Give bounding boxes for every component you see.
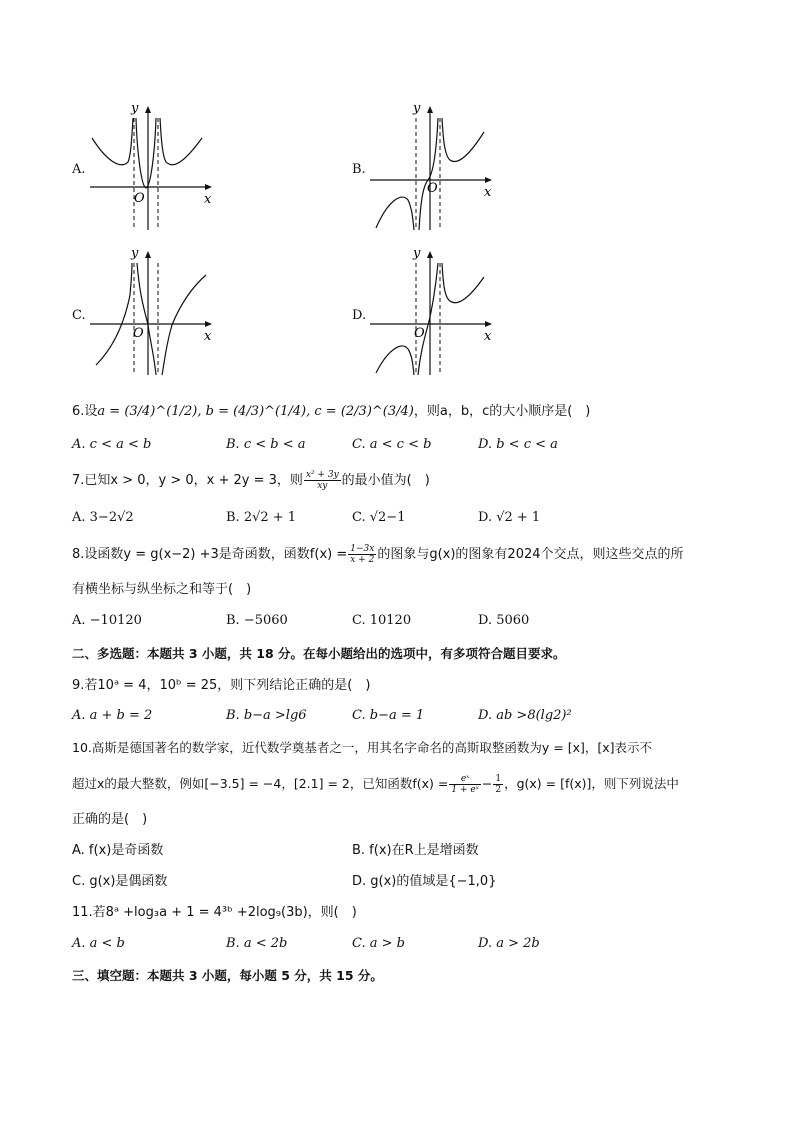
q10-frac-numerator: eˣ: [449, 774, 481, 785]
graph-a-x-label: x: [204, 192, 212, 207]
graph-b-origin: O: [427, 181, 438, 196]
graph-d-curve-right: [442, 263, 484, 303]
q10-line-2-prefix: 超过x的最大整数，例如[−3.5] = −4，[2.1] = 2，已知函数f(x) =: [72, 776, 449, 791]
q10-option-c: C. g(x)是偶函数: [72, 874, 168, 889]
graph-d-x-arrow: [485, 321, 492, 327]
q8-prefix: 8.设函数y = g(x−2) +3是奇函数，函数f(x) =: [72, 547, 348, 562]
graph-b-x-label: x: [484, 185, 492, 200]
q8-option-c: C. 10120: [352, 613, 412, 628]
q8-suffix: 的图象与g(x)的图象有2024个交点，则这些交点的所: [377, 547, 684, 562]
q8-line-2: 有横坐标与纵坐标之和等于( ): [72, 582, 252, 597]
graph-d-curve-middle: [418, 263, 438, 375]
section-2-heading: 二、多选题：本题共 3 小题，共 18 分。在每小题给出的选项中，有多项符合题目要求。: [72, 646, 566, 661]
graph-d-label: D.: [352, 308, 367, 323]
graph-b-y-arrow: [427, 106, 433, 113]
q6-suffix: ，则a，b，c的大小顺序是( ): [413, 404, 591, 419]
q7-frac-numerator: x² + 3y: [305, 470, 339, 480]
q9-option-b: B. b−a >lg6: [226, 708, 307, 723]
graph-a-origin: O: [134, 191, 145, 206]
q11-option-a: A. a < b: [72, 936, 125, 951]
graph-a-y-arrow: [145, 106, 151, 113]
q8-option-d: D. 5060: [478, 613, 530, 628]
q10-half-numerator: 1: [495, 774, 502, 784]
graph-b-curve-left: [376, 197, 414, 230]
question-9: 9.若10ᵃ = 4，10ᵇ = 25，则下列结论正确的是( ): [72, 678, 371, 693]
q9-option-c: C. b−a = 1: [352, 708, 425, 723]
q10-line-3: 正确的是( ): [72, 812, 148, 827]
graph-b-curve-right: [442, 118, 484, 162]
graph-c-x-arrow: [205, 321, 212, 327]
q8-option-b: B. −5060: [226, 613, 288, 628]
q7-suffix: 的最小值为( ): [341, 473, 430, 488]
q10-frac-denominator: 1 + eˣ: [451, 785, 479, 795]
q10-option-d: D. g(x)的值域是{−1,0}: [352, 874, 497, 889]
q6-option-b: B. c < b < a: [226, 437, 306, 452]
q7-option-d: D. √2 + 1: [478, 510, 541, 525]
q6-option-a: A. c < a < b: [72, 437, 152, 452]
q10-option-a: A. f(x)是奇函数: [72, 843, 164, 858]
q10-half-fraction: [493, 774, 503, 795]
q7-prefix: 7.已知x > 0，y > 0，x + 2y = 3，则: [72, 473, 303, 488]
graph-c-origin: O: [133, 326, 144, 341]
q6-prefix: 6.设: [72, 404, 98, 419]
q10-minus: −: [481, 776, 493, 791]
q6-c-expr: c = (2/3)^(3/4): [314, 404, 414, 419]
q6-b-expr: b = (4/3)^(1/4): [205, 404, 307, 419]
q8-frac-numerator: 1−3x: [350, 544, 375, 554]
q10-option-b: B. f(x)在R上是增函数: [352, 843, 479, 858]
q10-line-1: 10.高斯是德国著名的数学家，近代数学奠基者之一，用其名字命名的高斯取整函数为y = [x]，[x]表示不: [72, 740, 653, 755]
q6-a-expr: a = (3/4)^(1/2): [97, 404, 198, 419]
graph-a-label: A.: [72, 162, 86, 177]
question-8: [72, 544, 684, 565]
graph-d-origin: O: [414, 326, 425, 341]
q8-fraction: [348, 544, 376, 565]
q10-line-2: [72, 774, 679, 795]
graph-b-x-arrow: [485, 177, 492, 183]
graph-a-curve-right: [160, 118, 202, 165]
graph-b-y-label: y: [413, 101, 421, 116]
graph-c-curve-middle: [137, 263, 156, 375]
graph-b: [366, 100, 496, 235]
q7-frac-denominator: xy: [317, 481, 328, 491]
q7-option-c: C. √2−1: [352, 510, 406, 525]
graph-a: [86, 100, 216, 235]
question-7: [72, 470, 430, 491]
q6-option-c: C. a < c < b: [352, 437, 432, 452]
q9-option-d: D. ab >8(lg2)²: [478, 708, 572, 723]
graph-a-curve-middle: [136, 118, 156, 188]
graph-b-curve-middle: [419, 118, 438, 230]
graph-d-x-label: x: [484, 329, 492, 344]
q7-option-a: A. 3−2√2: [72, 510, 134, 525]
q7-option-b: B. 2√2 + 1: [226, 510, 297, 525]
q8-option-a: A. −10120: [72, 613, 142, 628]
q8-frac-denominator: x + 2: [350, 555, 375, 565]
graph-d-curve-left: [376, 346, 414, 375]
graph-c-curve-left: [96, 263, 132, 365]
graph-d-y-arrow: [427, 251, 433, 258]
graph-c: [86, 245, 216, 380]
graph-a-x-arrow: [205, 184, 212, 190]
graph-c-y-arrow: [145, 251, 151, 258]
graph-a-y-label: y: [131, 101, 139, 116]
graph-c-y-label: y: [131, 246, 139, 261]
q10-fraction: [449, 774, 481, 795]
question-11: 11.若8ᵃ +log₃a + 1 = 4³ᵇ +2log₉(3b)，则( ): [72, 905, 357, 920]
section-3-heading: 三、填空题：本题共 3 小题，每小题 5 分，共 15 分。: [72, 968, 383, 983]
q6-option-d: D. b < c < a: [478, 437, 558, 452]
q11-option-d: D. a > 2b: [478, 936, 540, 951]
graph-c-x-label: x: [204, 329, 212, 344]
graph-d: [366, 245, 496, 380]
q11-option-c: C. a > b: [352, 936, 405, 951]
q10-line-2-suffix: ，g(x) = [f(x)]，则下列说法中: [504, 776, 679, 791]
graph-c-curve-right: [162, 275, 206, 375]
q9-option-a: A. a + b = 2: [72, 708, 153, 723]
q7-fraction: [304, 470, 341, 491]
graph-d-y-label: y: [413, 246, 421, 261]
q11-option-b: B. a < 2b: [226, 936, 288, 951]
question-6: 6.设a = (3/4)^(1/2), b = (4/3)^(1/4), c = (2/3)^(3/4)，则a，b，c的大小顺序是( ): [72, 404, 591, 419]
graph-a-curve-left: [92, 118, 133, 165]
q10-half-denominator: 2: [495, 785, 502, 795]
graph-c-label: C.: [72, 308, 86, 323]
graph-b-label: B.: [352, 162, 366, 177]
